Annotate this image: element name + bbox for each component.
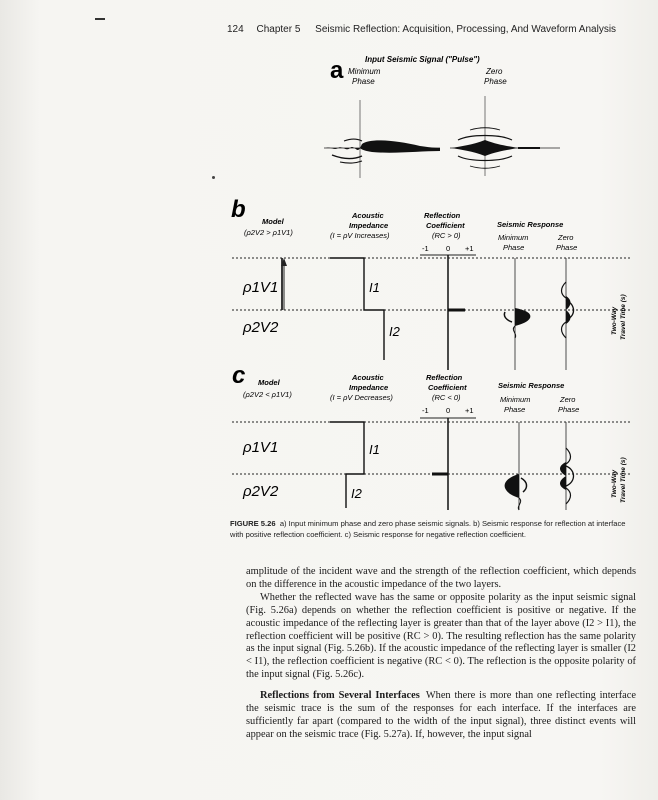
panel-a-letter: a [330, 57, 344, 84]
panel-c-model-label: Model [258, 378, 280, 387]
panel-c-axis-2: Travel Time (s) [620, 457, 627, 503]
paragraph-3-text: When there is more than one reflecting interface the seismic trace is the sum of the responses for each interface. If the interfaces are sufficiently far apart (compared to the width of the input signal), three distinct events will appear on the seismic trace (Fig. 5.27a). If, however, the input signal [246, 690, 636, 740]
panel-b-rc-1: Reflection [424, 211, 461, 220]
panel-c-resp-zero-2: Phase [558, 405, 580, 414]
panel-a-title: Input Seismic Signal ("Pulse") [365, 55, 480, 64]
panel-b-resp-min-1: Minimum [498, 233, 529, 242]
panel-b-scale-zero: 0 [446, 244, 451, 253]
caption-label: FIGURE 5.26 [230, 519, 276, 528]
min-phase-pulse [324, 100, 440, 178]
panel-c-scale-neg: -1 [422, 406, 429, 415]
panel-b-scale-neg: -1 [422, 244, 429, 253]
chapter-label: Chapter 5 [256, 24, 301, 35]
panel-c-i2: I2 [351, 486, 362, 501]
panel-b-zero-response [562, 258, 574, 370]
panel-b-imp-1: Acoustic [352, 211, 384, 220]
panel-b-rc-2: Coefficient [426, 221, 465, 230]
caption-text: a) Input minimum phase and zero phase seismic signals. b) Seismic response for reflection at interface with positive reflection coefficient. c) Seismic response for negative reflection coefficient. [230, 519, 626, 539]
paragraph-2: Whether the reflected wave has the same or opposite polarity as the input seismic signal (Fig. 5.26a) depends on whether the reflection coefficient is positive or negative. If the acoustic impedance of the reflecting layer is greater than that of the layer above (I2 > I1), the reflection coefficient will be positive (RC > 0). The resulting reflection has the same polarity as the input signal (Fig. 5.26b). If the acoustic impedance of the reflecting layer is smaller (I2 < I1), the reflection coefficient is negative (RC < 0). The reflection is the opposite polarity of the input signal (Fig. 5.26c). [246, 591, 636, 681]
section-heading: Reflections from Several Interfaces [260, 690, 420, 702]
paragraph-3 [246, 690, 636, 742]
panel-b-layer2: ρ2V2 [243, 319, 279, 336]
panel-b-axis-2: Travel Time (s) [620, 294, 627, 340]
panel-c-i1: I1 [369, 442, 380, 457]
panel-c-resp-min-1: Minimum [500, 395, 531, 404]
panel-b-resp-zero-2: Phase [556, 243, 578, 252]
panel-c-zero-response [560, 422, 574, 510]
figure-caption [230, 518, 635, 540]
panel-b-resp-title: Seismic Response [497, 220, 564, 229]
panel-c-scale-pos: +1 [465, 406, 474, 415]
panel-c-rc-3: (RC < 0) [432, 393, 461, 402]
panel-c-letter: c [232, 362, 246, 389]
panel-b-resp-zero-1: Zero [558, 233, 574, 242]
panel-b-i2: I2 [389, 324, 400, 339]
panel-b-axis-1: Two-Way [611, 306, 618, 335]
zero-phase-pulse [450, 96, 560, 176]
panel-a-zero-label-2: Phase [484, 77, 507, 86]
panel-b-layer1: ρ1V1 [243, 279, 279, 296]
panel-b-letter: b [231, 196, 246, 223]
panel-c-min-response [505, 422, 527, 510]
panel-c-imp-3: (I = ρV Decreases) [330, 393, 393, 402]
panel-b-imp-2: Impedance [349, 221, 389, 230]
paragraph-1: amplitude of the incident wave and the strength of the reflection coefficient, which depends on the difference in the acoustic impedance of the two layers. [246, 566, 636, 590]
panel-c-scale-zero: 0 [446, 406, 451, 415]
page-number: 124 [227, 24, 244, 35]
panel-c-rc-1: Reflection [426, 373, 463, 382]
panel-b-rc-3: (RC > 0) [432, 231, 461, 240]
panel-c-model-cond: (ρ2V2 < ρ1V1) [243, 390, 292, 399]
panel-b-model-cond: (ρ2V2 > ρ1V1) [244, 228, 293, 237]
panel-b-scale-pos: +1 [465, 244, 474, 253]
panel-c-resp-title: Seismic Response [498, 381, 565, 390]
panel-c-resp-min-2: Phase [504, 405, 526, 414]
panel-b-i1: I1 [369, 280, 380, 295]
panel-c-layer1: ρ1V1 [243, 439, 279, 456]
panel-b-resp-min-2: Phase [503, 243, 525, 252]
panel-c-imp-1: Acoustic [352, 373, 384, 382]
panel-c-layer2: ρ2V2 [243, 483, 279, 500]
panel-a-min-label-1: Minimum [348, 67, 381, 76]
panel-c-axis-1: Two-Way [611, 469, 618, 498]
panel-b-min-response [504, 258, 530, 370]
panel-a-min-label-2: Phase [352, 77, 375, 86]
chapter-title: Seismic Reflection: Acquisition, Processing, And Waveform Analysis [315, 24, 617, 35]
panel-c-rc-2: Coefficient [428, 383, 467, 392]
panel-c-resp-zero-1: Zero [560, 395, 576, 404]
panel-b-model-label: Model [262, 217, 284, 226]
panel-b-imp-3: (I = ρV Increases) [330, 231, 390, 240]
panel-c-imp-2: Impedance [349, 383, 389, 392]
panel-a-zero-label-1: Zero [486, 67, 503, 76]
panel-b-impedance-curve [330, 258, 384, 360]
body-text [246, 566, 636, 742]
